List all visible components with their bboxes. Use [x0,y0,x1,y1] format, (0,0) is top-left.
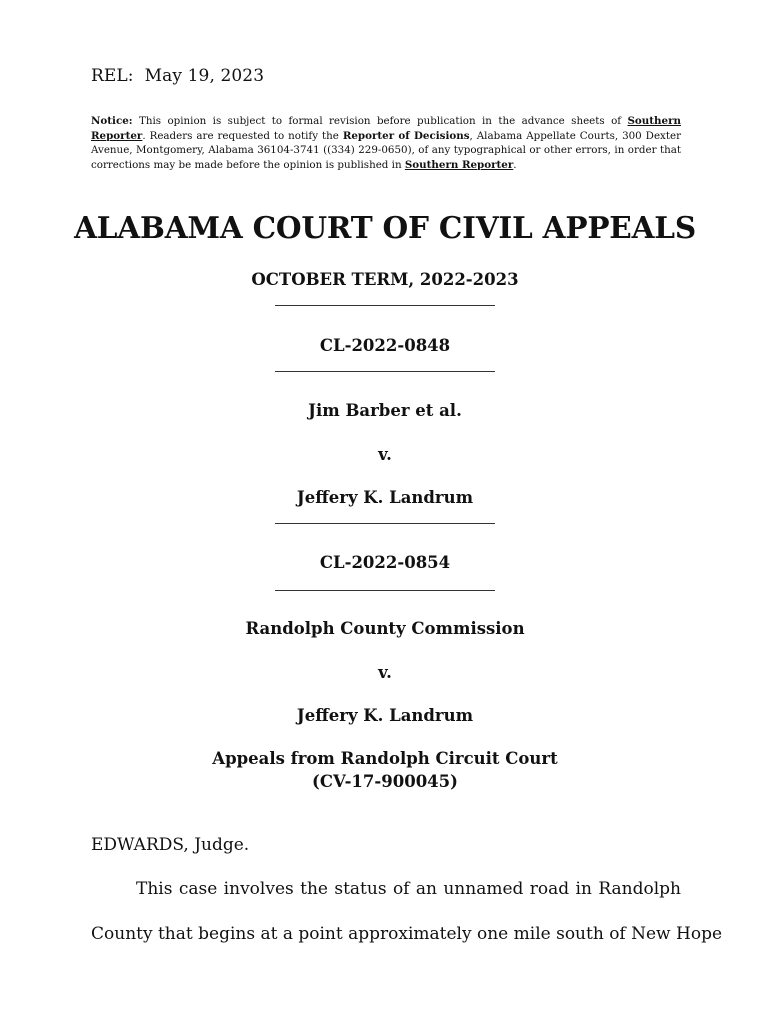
notice-label: Notice: [91,115,133,127]
trial-case-number: (CV-17-900045) [312,772,458,791]
opinion-body-line-2: County that begins at a point approximately one mile south of New Hope [91,924,723,944]
opinion-author: EDWARDS, Judge. [91,835,250,855]
release-date-line [91,66,264,86]
divider-rule [275,305,495,306]
case1-appellant: Jim Barber et al. [308,401,462,420]
court-name-heading: ALABAMA COURT OF CIVIL APPEALS [74,210,696,245]
appeals-from-line: Appeals from Randolph Circuit Court [212,749,558,768]
notice-text-3: , Alabama Appellate Courts, 300 Dexter Avenue, Montgomery, Alabama 36104-3741 ((334) 229-0650), of any typographical or other errors, in order that corrections may be made before the opinion is published in [91,129,681,171]
case2-appellee: Jeffery K. Landrum [296,706,474,725]
case-number-2: CL-2022-0854 [319,553,451,572]
rel-label: REL: [91,66,134,86]
divider-rule [275,371,495,372]
southern-reporter-link-2: Southern Reporter [404,158,514,171]
reporter-of-decisions: Reporter of Decisions [342,129,470,142]
case1-versus: v. [378,445,392,464]
opinion-body-line-1: This case involves the status of an unnamed road in Randolph [136,879,681,899]
case2-appellant: Randolph County Commission [245,619,525,638]
case1-appellee: Jeffery K. Landrum [296,488,474,507]
term-heading: OCTOBER TERM, 2022-2023 [251,270,519,289]
notice-text-4: . [513,158,517,171]
notice-text-2: . Readers are requested to notify the [142,129,343,142]
southern-reporter-link-1: Southern Reporter [91,115,681,142]
case2-versus: v. [378,663,392,682]
divider-rule [275,523,495,524]
case-number-1: CL-2022-0848 [319,336,451,355]
notice-text-1: This opinion is subject to formal revision before publication in the advance sheets of [132,115,628,127]
divider-rule [275,590,495,591]
rel-date: May 19, 2023 [144,66,265,86]
publication-notice [91,114,681,172]
